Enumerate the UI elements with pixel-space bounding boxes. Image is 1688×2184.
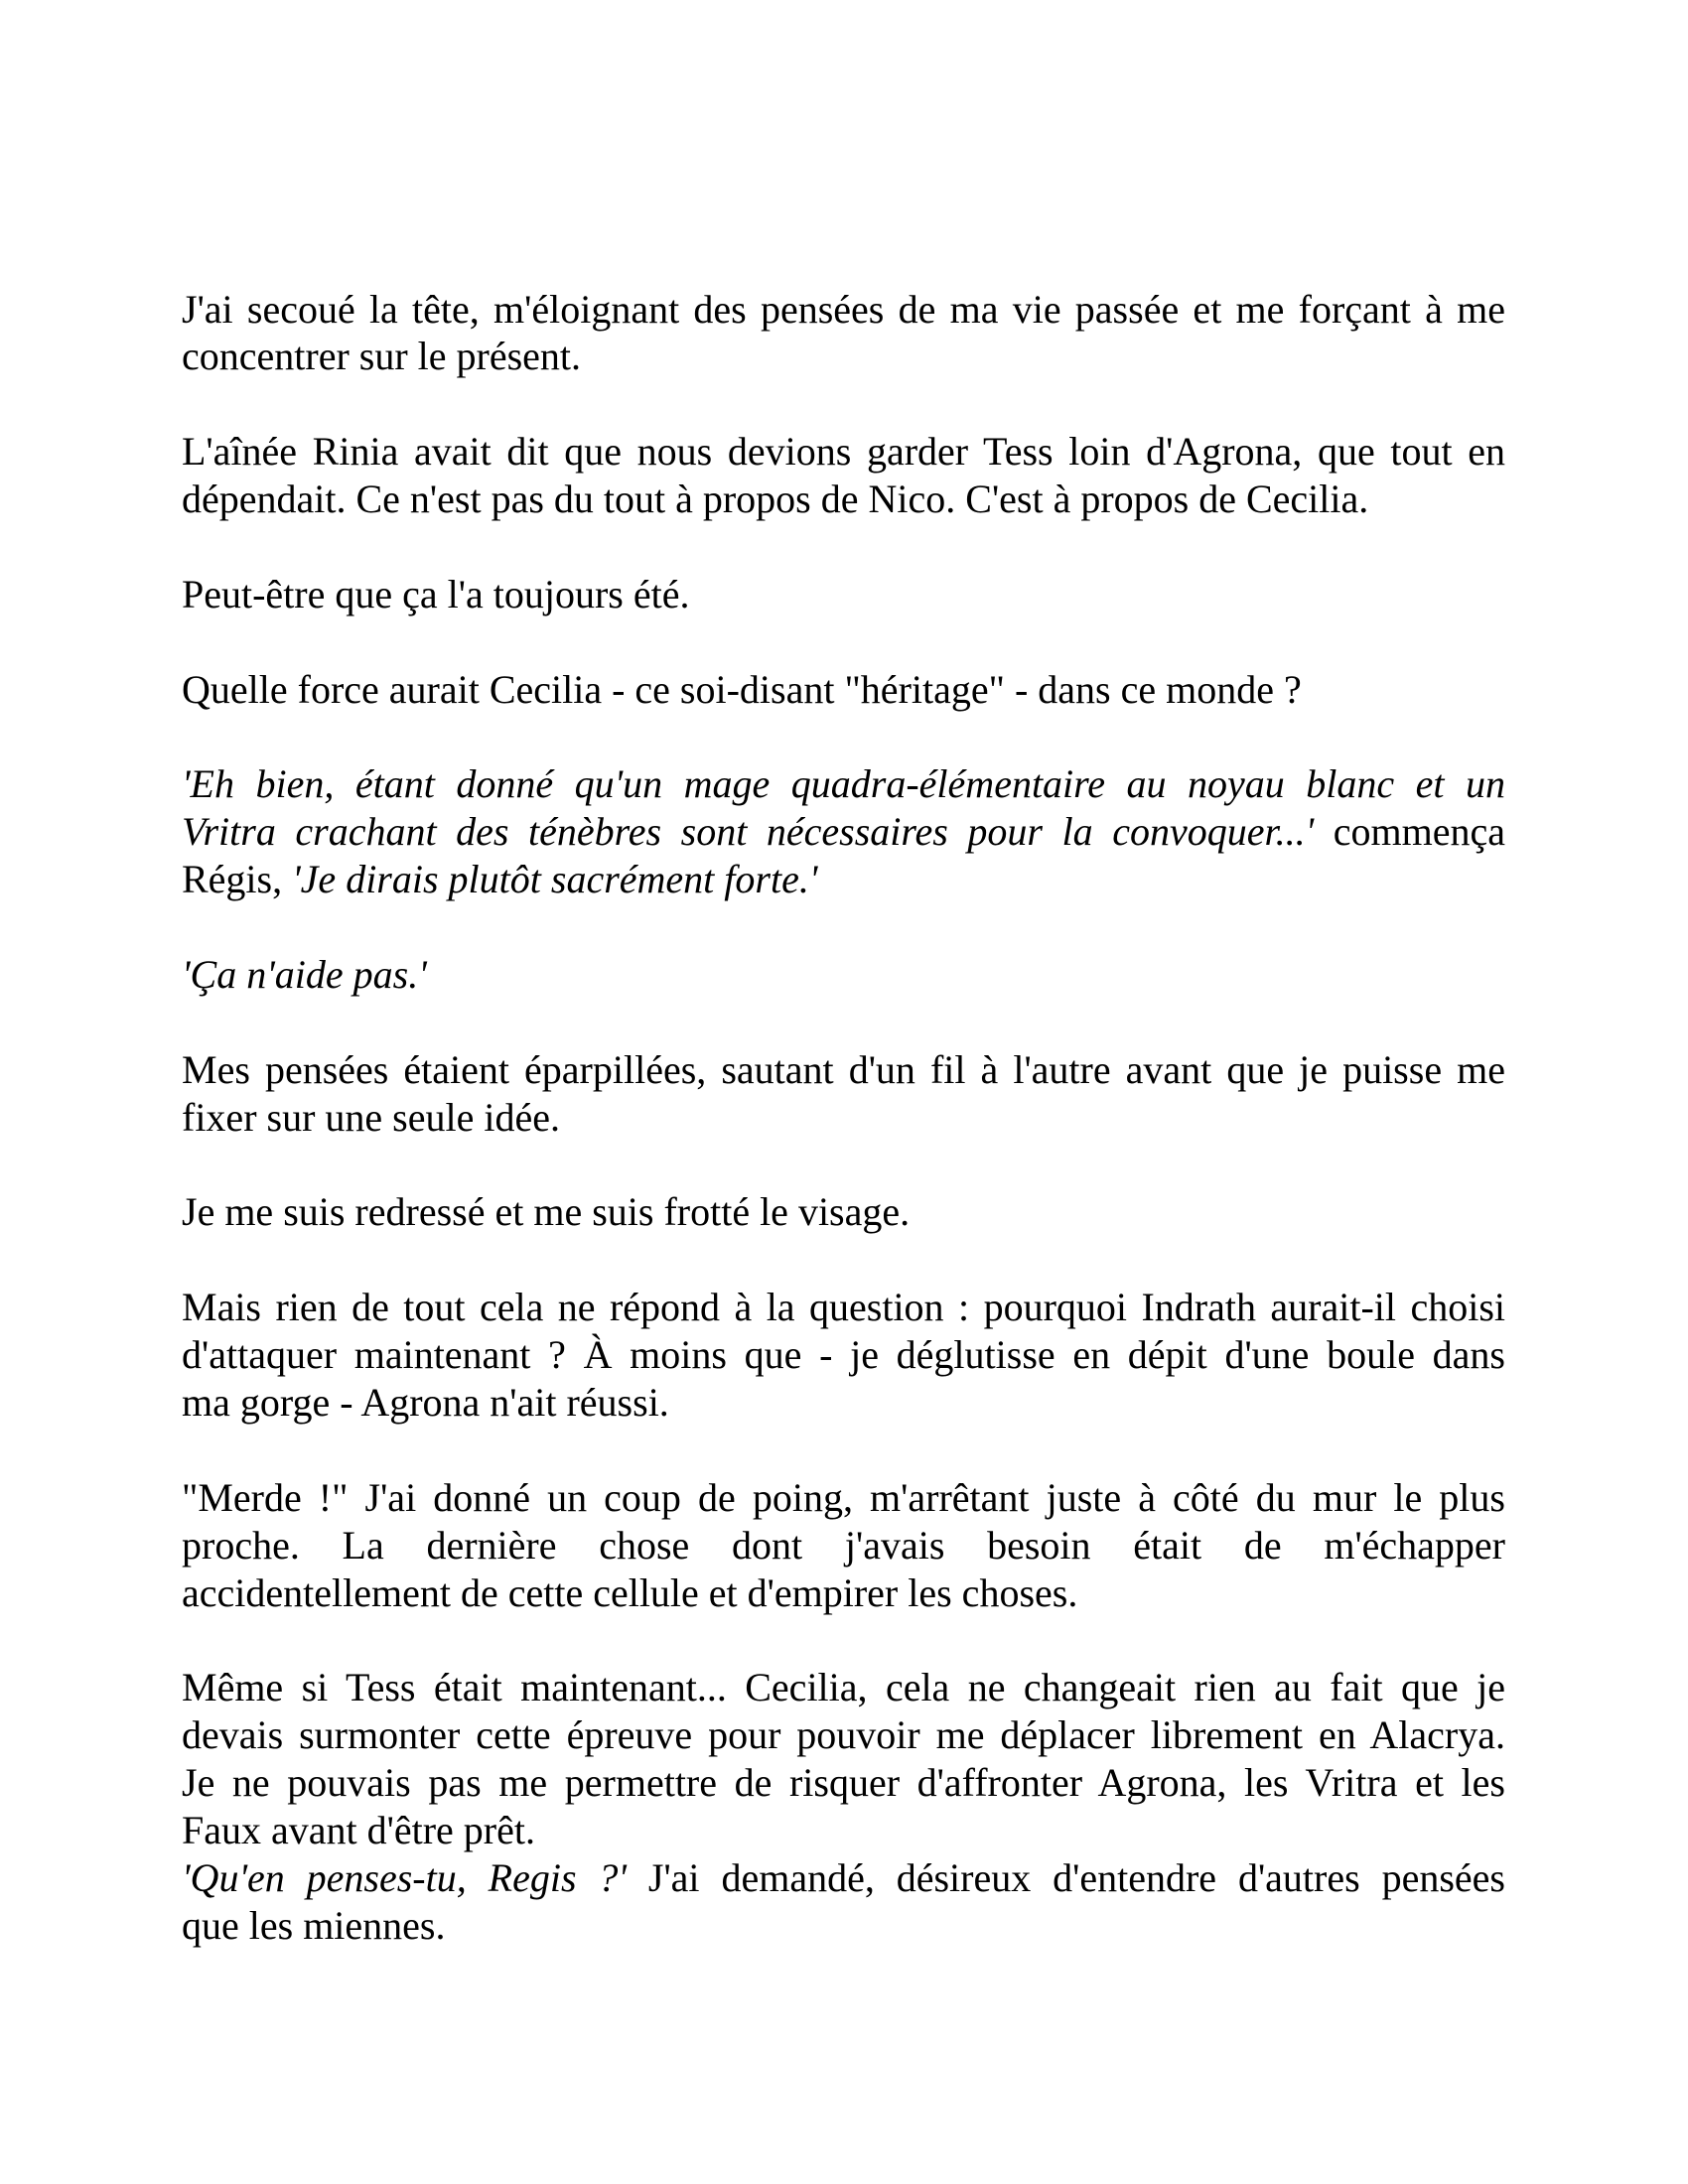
text-run: proche. La dernière chose dont j'avais besoin était de m'échapper [182, 1522, 1505, 1568]
document-body [182, 286, 1505, 1950]
paragraph [182, 571, 1505, 618]
paragraph [182, 286, 1505, 381]
text-line [182, 1046, 1505, 1094]
text-line [182, 1094, 1505, 1142]
text-line [182, 1807, 1505, 1854]
text-line [182, 666, 1505, 714]
text-run: Mais rien de tout cela ne répond à la question : pourquoi Indrath aurait-il choisi [182, 1285, 1505, 1330]
text-run: Quelle force aurait Cecilia - ce soi-disant "héritage" - dans ce monde ? [182, 666, 1302, 712]
text-run: d'attaquer maintenant ? À moins que - je déglutisse en dépit d'une boule dans [182, 1332, 1505, 1378]
text-run: "Merde !" J'ai donné un coup de poing, m'arrêtant juste à côté du mur le plus [182, 1474, 1505, 1520]
text-line [182, 1902, 1505, 1950]
text-run: J'ai secoué la tête, m'éloignant des pensées de ma vie passée et me forçant à me [182, 286, 1505, 332]
text-run: Régis, [182, 857, 293, 902]
text-line [182, 1570, 1505, 1617]
paragraph [182, 1046, 1505, 1142]
paragraph [182, 666, 1505, 714]
text-line [182, 286, 1505, 334]
text-run: dépendait. Ce n'est pas du tout à propos de Nico. C'est à propos de Cecilia. [182, 477, 1369, 522]
text-line [182, 1331, 1505, 1379]
text-line [182, 951, 1505, 999]
text-run: Je me suis redressé et me suis frotté le visage. [182, 1189, 911, 1235]
paragraph [182, 428, 1505, 523]
italic-text-run: Vritra crachant des ténèbres sont nécessaires pour la convoquer...' [182, 809, 1315, 855]
text-line [182, 1522, 1505, 1570]
text-run: concentrer sur le présent. [182, 334, 582, 379]
text-line [182, 1854, 1505, 1902]
text-line [182, 1664, 1505, 1711]
text-run: Faux avant d'être prêt. [182, 1808, 535, 1852]
text-line [182, 1188, 1505, 1236]
paragraph [182, 1284, 1505, 1427]
italic-text-run: 'Ça n'aide pas.' [182, 951, 427, 997]
text-run: ma gorge - Agrona n'ait réussi. [182, 1379, 669, 1425]
text-run: L'aînée Rinia avait dit que nous devions garder Tess loin d'Agrona, que tout en [182, 429, 1505, 475]
paragraph [182, 1188, 1505, 1236]
paragraph [182, 951, 1505, 999]
italic-text-run: 'Je dirais plutôt sacrément forte.' [292, 857, 818, 902]
text-line [182, 571, 1505, 618]
text-run: devais surmonter cette épreuve pour pouvoir me déplacer librement en Alacrya. [182, 1712, 1505, 1758]
text-line [182, 476, 1505, 523]
text-run: Même si Tess était maintenant... Cecilia, cela ne changeait rien au fait que je [182, 1665, 1505, 1710]
italic-text-run: 'Eh bien, étant donné qu'un mage quadra-élémentaire au noyau blanc et un [182, 761, 1505, 807]
text-run: accidentellement de cette cellule et d'empirer les choses. [182, 1570, 1078, 1615]
text-run: fixer sur une seule idée. [182, 1094, 560, 1140]
text-line [182, 1379, 1505, 1427]
paragraph [182, 1664, 1505, 1854]
text-line [182, 1759, 1505, 1807]
text-line [182, 1284, 1505, 1331]
paragraph [182, 1474, 1505, 1617]
paragraph [182, 760, 1505, 903]
text-run: J'ai demandé, désireux d'entendre d'autres pensées [626, 1854, 1505, 1900]
text-run: commença [1314, 809, 1505, 855]
text-line [182, 1711, 1505, 1759]
text-run: Mes pensées étaient éparpillées, sautant d'un fil à l'autre avant que je puisse me [182, 1046, 1505, 1092]
paragraph [182, 1854, 1505, 1950]
text-line [182, 856, 1505, 903]
text-run: Peut-être que ça l'a toujours été. [182, 571, 690, 616]
italic-text-run: 'Qu'en penses-tu, Regis ?' [182, 1854, 627, 1900]
text-line [182, 1474, 1505, 1522]
text-line [182, 760, 1505, 808]
text-line [182, 808, 1505, 856]
text-line [182, 428, 1505, 476]
text-run: Je ne pouvais pas me permettre de risquer d'affronter Agrona, les Vritra et les [182, 1760, 1505, 1806]
text-run: que les miennes. [182, 1902, 446, 1948]
text-line [182, 333, 1505, 380]
